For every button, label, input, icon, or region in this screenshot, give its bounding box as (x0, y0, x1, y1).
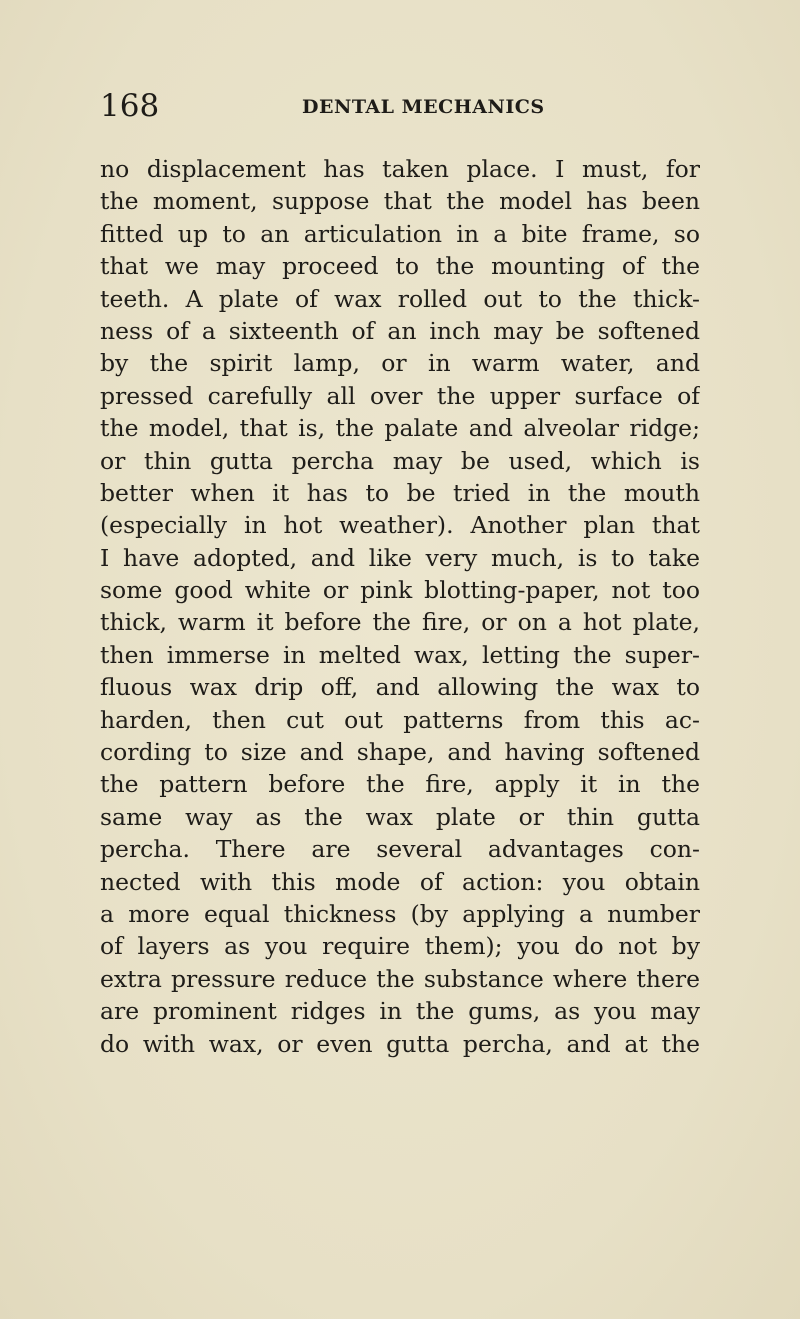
page-header (100, 88, 700, 128)
text-line: or thin gutta percha may be used, which is (100, 446, 700, 475)
text-line: nected with this mode of action: you obtain (100, 867, 700, 896)
text-line: thick, warm it before the fire, or on a hot plate, (100, 608, 700, 637)
text-line: no displacement has taken place. I must, for (100, 155, 700, 183)
text-line: harden, then cut out patterns from this ac- (100, 705, 700, 734)
text-line: I have adopted, and like very much, is to take (100, 543, 700, 572)
text-line: some good white or pink blotting-paper, not too (100, 576, 700, 605)
running-head: DENTAL MECHANICS (302, 96, 545, 118)
text-line: ness of a sixteenth of an inch may be softened (100, 316, 700, 345)
page-number: 168 (100, 88, 160, 124)
text-line: by the spirit lamp, or in warm water, and (100, 349, 700, 378)
text-line: (especially in hot weather). Another plan that (100, 511, 700, 540)
text-line: same way as the wax plate or thin gutta (100, 802, 700, 831)
text-line: a more equal thickness (by applying a number (100, 899, 700, 928)
text-line: that we may proceed to the mounting of the (100, 252, 700, 281)
text-line: the moment, suppose that the model has been (100, 187, 700, 216)
text-line: teeth. A plate of wax rolled out to the thick- (100, 284, 700, 313)
text-line: the pattern before the fire, apply it in the (100, 770, 700, 799)
text-line: percha. There are several advantages con- (100, 835, 700, 864)
text-line: cording to size and shape, and having softened (100, 738, 700, 767)
text-line: fitted up to an articulation in a bite frame, so (100, 219, 700, 248)
text-line: pressed carefully all over the upper surface of (100, 381, 700, 410)
body-text (100, 153, 700, 1060)
text-line: better when it has to be tried in the mouth (100, 478, 700, 507)
text-line: are prominent ridges in the gums, as you may (100, 997, 700, 1026)
text-line: of layers as you require them); you do not by (100, 932, 700, 961)
text-line: extra pressure reduce the substance where there (100, 964, 700, 993)
text-line: fluous wax drip off, and allowing the wax to (100, 673, 700, 702)
text-line: then immerse in melted wax, letting the super- (100, 640, 700, 669)
text-line: the model, that is, the palate and alveolar ridge; (100, 414, 700, 443)
text-line: do with wax, or even gutta percha, and at the (100, 1029, 700, 1058)
